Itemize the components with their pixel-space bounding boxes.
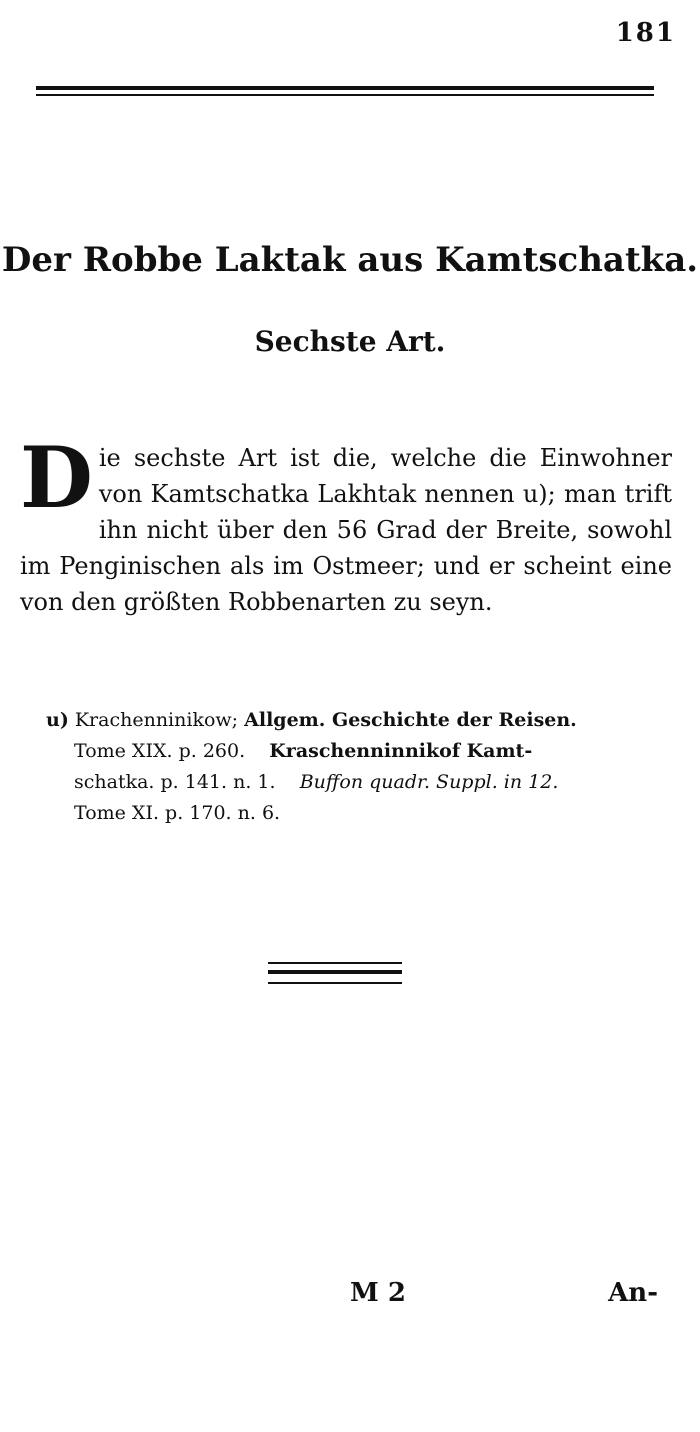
body-text: ie sechste Art ist die, welche die Einwohner von Kamtschatka Lakhtak nennen u); man trift ihn nicht über den 56 Grad der Breite, sowohl im Penginischen als im Ostmeer; und er scheint eine von den größten Robbenarten zu seyn.	[20, 444, 672, 616]
footnote-line-1	[46, 705, 670, 736]
footnote	[46, 705, 670, 829]
signature-mark: M 2	[350, 1278, 406, 1308]
footnote-line-4	[46, 798, 670, 829]
chapter-title: Der Robbe Laktak aus Kamtschatka.	[1, 240, 699, 280]
footnote-ref-4: Buffon quadr. Suppl. in 12.	[299, 771, 559, 793]
chapter-subtitle: Sechste Art.	[254, 325, 446, 358]
footnote-marker: u)	[46, 709, 69, 731]
header-rule	[36, 86, 654, 90]
footnote-author: Krachenninikow;	[74, 709, 239, 731]
footnote-ref-5: Tome XI. p. 170. n. 6.	[74, 802, 281, 824]
catchword: An-	[608, 1278, 658, 1308]
footnote-ref-3: schatka. p. 141. n. 1.	[74, 771, 276, 793]
body-paragraph	[20, 428, 672, 620]
footnote-ref-2: Kraschenninnikof Kamt-	[269, 740, 533, 762]
drop-cap: D	[20, 428, 93, 527]
footnote-line-3	[46, 767, 670, 798]
end-rule	[268, 970, 402, 974]
page-number: 181	[615, 18, 676, 48]
footnote-line-2	[46, 736, 670, 767]
footnote-ref-1: Tome XIX. p. 260.	[74, 740, 246, 762]
footnote-work: Allgem. Geschichte der Reisen.	[244, 709, 577, 731]
